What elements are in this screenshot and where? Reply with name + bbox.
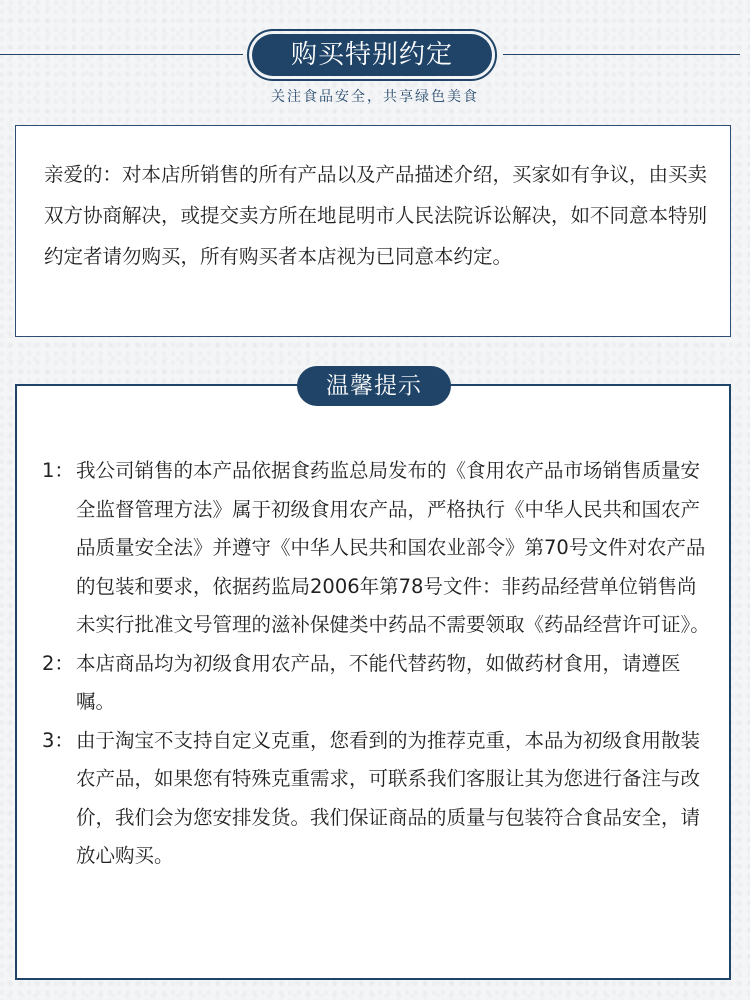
tip-text: 我公司销售的本产品依据食药监总局发布的《食用农产品市场销售质量安全监督管理方法》属于初级食用农产品，严格执行《中华人民共和国农产品质量安全法》并遵守《中华人民共和国农业部令》第70号文件对农产品的包装和要求，依据药监局2006年第78号文件：非药品经营单位销售尚未实行批准文号管理的滋补保健类中药品不需要领取《药品经营许可证》。	[76, 459, 710, 636]
tip-item	[30, 452, 710, 645]
page-title: 购买特别约定	[252, 34, 492, 76]
tip-number: 2：	[42, 651, 74, 675]
tip-item	[30, 722, 710, 876]
agreement-box	[15, 125, 731, 337]
tips-title: 温馨提示	[297, 366, 451, 406]
tip-text: 本店商品均为初级食用农产品，不能代替药物，如做药材食用，请遵医嘱。	[76, 651, 681, 713]
agreement-text: 亲爱的：对本店所销售的所有产品以及产品描述介绍，买家如有争议，由买卖双方协商解决，或提交卖方所在地昆明市人民法院诉讼解决，如不同意本特别约定者请勿购买，所有购买者本店视为已同意本约定。	[44, 163, 708, 268]
header-rule-right	[503, 54, 740, 55]
tip-number: 1：	[42, 459, 74, 482]
tip-text: 由于淘宝不支持自定义克重，您看到的为推荐克重，本品为初级食用散装农产品，如果您有特殊克重需求，可联系我们客服让其为您进行备注与改价，我们会为您安排发货。我们保证商品的质量与包装符合食品安全，请放心购买。	[76, 728, 701, 867]
tip-number: 3：	[42, 728, 74, 752]
page-subtitle: 关注食品安全，共享绿色美食	[271, 89, 479, 105]
tip-item	[30, 645, 710, 722]
header-rule-left	[0, 54, 243, 55]
tips-list	[30, 452, 710, 876]
purchase-agreement-banner	[247, 29, 497, 81]
